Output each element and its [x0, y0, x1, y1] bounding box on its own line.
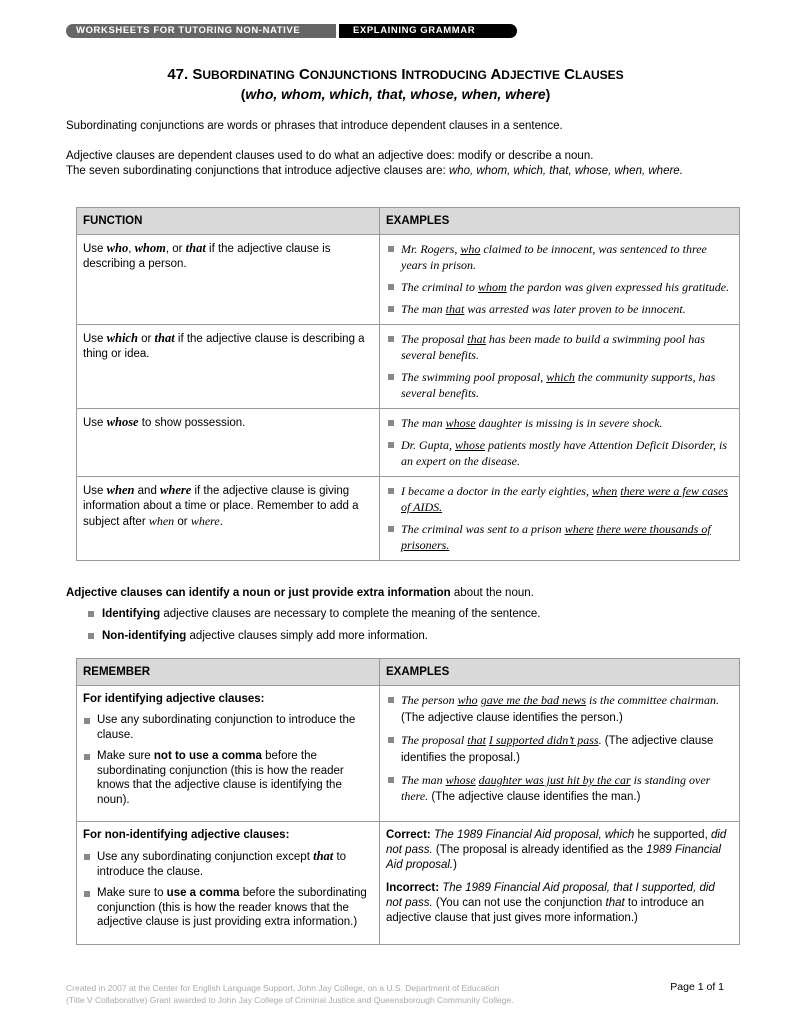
example-item [386, 692, 733, 726]
list-item: Non-identifying adjective clauses simply add more information. [88, 629, 541, 651]
title-word: INTRODUCING [401, 66, 487, 83]
text-run: daughter is missing is in severe shock. [475, 416, 663, 430]
text-run: whose [455, 438, 486, 452]
text-run: when [591, 484, 618, 498]
example-item [386, 415, 733, 431]
example-item [386, 301, 733, 317]
conjunction-list: who, whom, which, that, whose, when, where [245, 86, 546, 102]
list-item [83, 849, 373, 879]
text-run: patients mostly have Attention Deficit Disorder, is an expert on the disease. [401, 438, 727, 468]
text-run: that [313, 849, 334, 863]
example-item [386, 279, 733, 295]
function-cell [77, 325, 380, 409]
text-run: The criminal was sent to a prison [401, 522, 565, 536]
text-run: not to use a comma [153, 750, 262, 762]
text-run: and [134, 485, 161, 497]
examples-cell [380, 686, 740, 822]
non-identifying-rules [83, 849, 373, 930]
remember-header: REMEMBER [77, 659, 380, 686]
text-run: (The adjective clause identifies the man.) [428, 791, 641, 803]
example-item [386, 241, 733, 273]
examples-cell [380, 325, 740, 409]
list-item [83, 749, 373, 807]
table-row [77, 822, 740, 945]
text-run: there were thousands of prisoners. [401, 522, 711, 552]
text-run: when [106, 483, 135, 497]
text-run: there were a few cases of AIDS. [401, 484, 729, 514]
text-run: where [564, 522, 594, 536]
text-run: when [148, 514, 175, 528]
page-number: Page 1 of 1 [670, 981, 724, 993]
text-run: The man [401, 773, 446, 787]
identifying-examples [386, 692, 733, 805]
text-run: (The adjective clause identifies the proposal.) [401, 735, 714, 764]
text-run: The proposal [401, 733, 468, 747]
text-run: whose [445, 416, 476, 430]
text-run: is the committee chairman. [586, 693, 719, 707]
text-run: (The adjective clause identifies the person.) [401, 712, 623, 724]
footer-credit: Created in 2007 at the Center for English Language Support, John Jay College, on a U.S. Department of Education (Title V Collaborative) Grant awarded to John Jay College of Criminal Justice and Queensborough Community College. [66, 983, 514, 1005]
text-run: The criminal to [401, 280, 478, 294]
text-run: The 1989 Financial Aid proposal, that I supported, did not pass. [386, 882, 715, 909]
example-item [386, 732, 733, 766]
identify-intro: Adjective clauses can identify a noun or just provide extra information about the noun. [66, 587, 534, 599]
identifying-rules [83, 713, 373, 807]
page-title [0, 66, 791, 83]
text-run: if the adjective clause is describing a thing or idea. [83, 333, 365, 360]
example-item [386, 521, 733, 553]
examples-cell [380, 235, 740, 325]
text-run: I became a doctor in the early eighties, [401, 484, 592, 498]
remember-cell [77, 686, 380, 822]
text-run: The person [401, 693, 458, 707]
examples-header: EXAMPLES [380, 659, 740, 686]
examples-header: EXAMPLES [380, 208, 740, 235]
text-run: Use any subordinating conjunction to introduce the clause. [97, 714, 356, 741]
text-run: , [128, 243, 135, 255]
identifying-heading: For identifying adjective clauses: [83, 693, 265, 705]
text-run: that [605, 897, 625, 909]
examples-cell [380, 822, 740, 945]
text-run: to show possession. [138, 417, 246, 429]
text-run: Use [83, 485, 107, 497]
text-run: Incorrect: [386, 882, 440, 894]
text-run: who [106, 241, 129, 255]
function-cell [77, 477, 380, 561]
text-run: Make sure [97, 750, 154, 762]
page-subtitle: (who, whom, which, that, whose, when, where) [240, 86, 551, 102]
list-item [83, 713, 373, 742]
text-run: ) [453, 859, 457, 871]
examples-cell [380, 409, 740, 477]
text-run: to introduce an adjective clause that just gives more information.) [386, 897, 704, 924]
text-run: I supported didn’t pass [488, 733, 599, 747]
text-run: Use [83, 243, 107, 255]
text-run: . [598, 733, 602, 747]
text-run: . [219, 516, 223, 528]
incorrect-example [386, 881, 733, 926]
text-run: Use [83, 417, 107, 429]
text-run: that [185, 241, 206, 255]
function-cell [77, 409, 380, 477]
text-run: The proposal [401, 332, 468, 346]
text-run: The 1989 Financial Aid proposal, which [433, 829, 635, 841]
text-run: before the subordinating conjunction (this is how the reader knows that the adjective clause is identifying the noun). [97, 750, 344, 806]
example-item [386, 483, 733, 515]
text-run: that [467, 733, 486, 747]
correct-example [386, 828, 733, 873]
text-run: Mr. Rogers, [401, 242, 461, 256]
text-run: Use any subordinating conjunction except [97, 851, 314, 863]
text-run: (You can not use the conjunction [432, 897, 606, 909]
text-run: use a comma [166, 887, 240, 899]
text-run: the pardon was given expressed his gratitude. [506, 280, 730, 294]
examples-cell [380, 477, 740, 561]
text-run: did not pass. [386, 829, 727, 856]
clause-type-list [88, 607, 541, 651]
text-run: that [154, 331, 175, 345]
text-run: whose [106, 415, 139, 429]
title-word: SUBORDINATING [192, 66, 295, 83]
text-run: The man [401, 416, 446, 430]
text-run: who [460, 242, 481, 256]
text-run: whom [134, 241, 166, 255]
example-item [386, 331, 733, 363]
text-run: , or [165, 243, 186, 255]
text-run: if the adjective clause is giving information about a time or place. Remember to add a subject after [83, 485, 359, 528]
text-run: who [457, 693, 478, 707]
function-cell [77, 235, 380, 325]
header-tabs [66, 24, 517, 50]
text-run: the community supports, has several benefits. [401, 370, 716, 400]
worksheet-series-tab: WORKSHEETS FOR TUTORING NON-NATIVE SPEAKERS [66, 24, 336, 38]
remember-cell [77, 822, 380, 945]
intro-paragraph-2: Adjective clauses are dependent clauses used to do what an adjective does: modify or describe a noun. The seven subordinating conjunctions that introduce adjective clauses are: who, whom, which, that, whose, when, where. [66, 150, 683, 177]
example-item [386, 369, 733, 401]
text-run: is standing over there. [401, 773, 711, 803]
text-run: where [190, 514, 220, 528]
text-run: which [106, 331, 138, 345]
text-run: (The proposal is already identified as the [432, 844, 647, 856]
title-word: CONJUNCTIONS [298, 66, 398, 83]
list-item: Identifying adjective clauses are necessary to complete the meaning of the sentence. [88, 607, 541, 629]
title-word: ADJECTIVE [490, 66, 560, 83]
text-run: Dr. Gupta, [401, 438, 456, 452]
function-header: FUNCTION [77, 208, 380, 235]
table-row [77, 325, 740, 409]
text-run: where [160, 483, 192, 497]
non-identifying-heading: For non-identifying adjective clauses: [83, 829, 290, 841]
function-examples-table [76, 207, 740, 561]
table-row [77, 409, 740, 477]
text-run: or [174, 516, 191, 528]
table-row [77, 477, 740, 561]
title-words [188, 66, 624, 83]
text-run: whom [478, 280, 507, 294]
text-run: Use [83, 333, 107, 345]
text-run: whose [445, 773, 476, 787]
title-number: 47. [167, 66, 189, 83]
text-run: 1989 Financial Aid proposal. [386, 844, 721, 871]
title-word: CLAUSES [564, 66, 624, 83]
text-run: was arrested was later proven to be innocent. [464, 302, 686, 316]
text-run: Correct: [386, 829, 431, 841]
table-row [77, 686, 740, 822]
text-run: if the adjective clause is describing a person. [83, 243, 331, 270]
text-run: which [546, 370, 575, 384]
text-run: The man [401, 302, 446, 316]
example-item [386, 437, 733, 469]
text-run: daughter was just hit by the car [478, 773, 631, 787]
example-item [386, 772, 733, 805]
text-run: that [467, 332, 486, 346]
text-run: he supported, [634, 829, 711, 841]
text-run: to introduce the clause. [97, 851, 347, 878]
list-item [83, 886, 373, 930]
text-run: The swimming pool proposal, [401, 370, 547, 384]
table-row [77, 235, 740, 325]
text-run: Make sure to [97, 887, 167, 899]
remember-examples-table [76, 658, 740, 945]
text-run: before the subordinating conjunction (this is how the reader knows that the adjective clause is just providing extra information.) [97, 887, 367, 928]
intro-paragraph-1: Subordinating conjunctions are words or phrases that introduce dependent clauses in a sentence. [66, 120, 563, 132]
text-run: gave me the bad news [480, 693, 586, 707]
text-run: that [445, 302, 465, 316]
section-tab: EXPLAINING GRAMMAR POINTS [339, 24, 517, 38]
text-run: claimed to be innocent, was sentenced to three years in prison. [401, 242, 707, 272]
text-run: has been made to build a swimming pool has several benefits. [401, 332, 705, 362]
text-run: or [137, 333, 155, 345]
